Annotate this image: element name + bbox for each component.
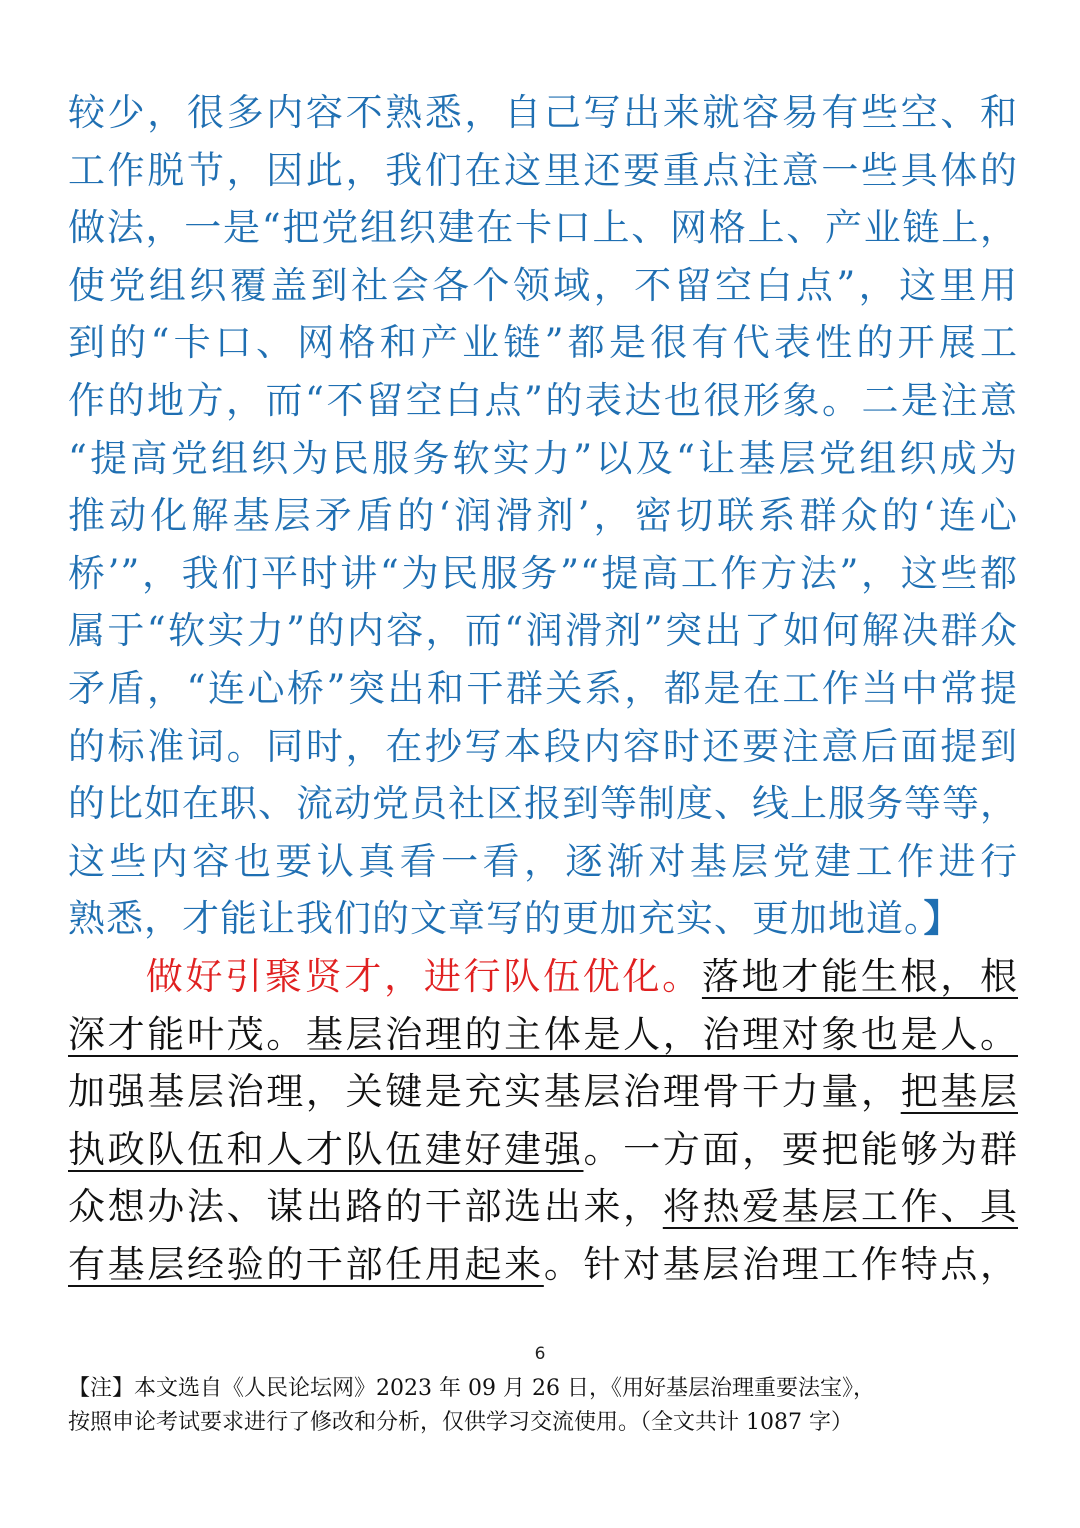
paragraph-line-5: [68, 1178, 1018, 1236]
analysis-line-11: 矛盾，“连心桥”突出和干群关系，都是在工作当中常提: [68, 666, 1018, 710]
analysis-line-5: 到的“卡口、网格和产业链”都是很有代表性的开展工: [68, 321, 1018, 365]
paragraph-line-4: [68, 1121, 1018, 1179]
paragraph-line-1: [68, 948, 1018, 1006]
analysis-line-13: 的比如在职、流动党员社区报到等制度、线上服务等等，: [68, 782, 1018, 826]
analysis-line-14: 这些内容也要认真看一看，逐渐对基层党建工作进行: [68, 839, 1018, 883]
paragraph-line-6: [68, 1236, 1018, 1294]
analysis-line-4: 使党组织覆盖到社会各个领域，不留空白点”，这里用: [68, 263, 1018, 307]
analysis-line-1: 较少，很多内容不熟悉，自己写出来就容易有些空、和: [68, 91, 1018, 134]
plain-text-4: 。一方面，要把能够为群: [583, 1127, 1018, 1171]
analysis-line-7: “提高党组织为民服务软实力”以及“让基层党组织成为: [68, 436, 1018, 480]
paragraph-heading: 做好引聚贤才，进行队伍优化。: [144, 954, 702, 998]
body-text: [68, 84, 1018, 1293]
paragraph-line-3: [68, 1063, 1018, 1121]
underlined-phrase-1: 落地才能生根，根: [701, 954, 1018, 998]
analysis-line-8: 推动化解基层矛盾的‘润滑剂’，密切联系群众的‘连心: [68, 494, 1018, 538]
underlined-phrase-5: 将热爱基层工作、具: [662, 1185, 1018, 1229]
plain-text-3: 加强基层治理，关键是充实基层治理骨干力量，: [68, 1070, 901, 1114]
plain-text-6: 。针对基层治理工作特点，: [543, 1242, 1018, 1286]
underlined-phrase-4: 执政队伍和人才队伍建好建强: [68, 1127, 584, 1171]
plain-text-5: 众想办法、谋出路的干部选出来，: [68, 1185, 663, 1229]
analysis-line-2: 工作脱节，因此，我们在这里还要重点注意一些具体的: [68, 148, 1018, 192]
source-note-line-2: 按照申论考试要求进行了修改和分析，仅供学习交流使用。（全文共计 1087 字）: [68, 1410, 853, 1435]
analysis-line-3: 做法，一是“把党组织建在卡口上、网格上、产业链上，: [68, 206, 1018, 250]
analysis-line-12: 的标准词。同时，在抄写本段内容时还要注意后面提到: [68, 724, 1018, 768]
analysis-line-15: [68, 890, 1018, 948]
underlined-phrase-6: 有基层经验的干部任用起来: [68, 1242, 544, 1286]
underlined-phrase-2: 深才能叶茂。基层治理的主体是人，治理对象也是人。: [68, 1012, 1018, 1056]
close-bracket: 】: [923, 896, 962, 941]
analysis-last-text: 熟悉，才能让我们的文章写的更加充实、更加地道。: [68, 897, 924, 941]
source-note: [68, 1372, 1018, 1440]
analysis-line-9: 桥’”，我们平时讲“为民服务”“提高工作方法”，这些都: [68, 551, 1018, 595]
source-note-line-1: 【注】本文选自《人民论坛网》2023 年 09 月 26 日，《用好基层治理重要法宝》，: [68, 1376, 875, 1401]
underlined-phrase-3: 把基层: [900, 1070, 1018, 1114]
page-number: 6: [534, 1344, 546, 1364]
analysis-line-6: 作的地方，而“不留空白点”的表达也很形象。二是注意: [68, 378, 1018, 422]
paragraph-line-2: [68, 1006, 1018, 1064]
analysis-line-10: 属于“软实力”的内容，而“润滑剂”突出了如何解决群众: [68, 609, 1018, 653]
